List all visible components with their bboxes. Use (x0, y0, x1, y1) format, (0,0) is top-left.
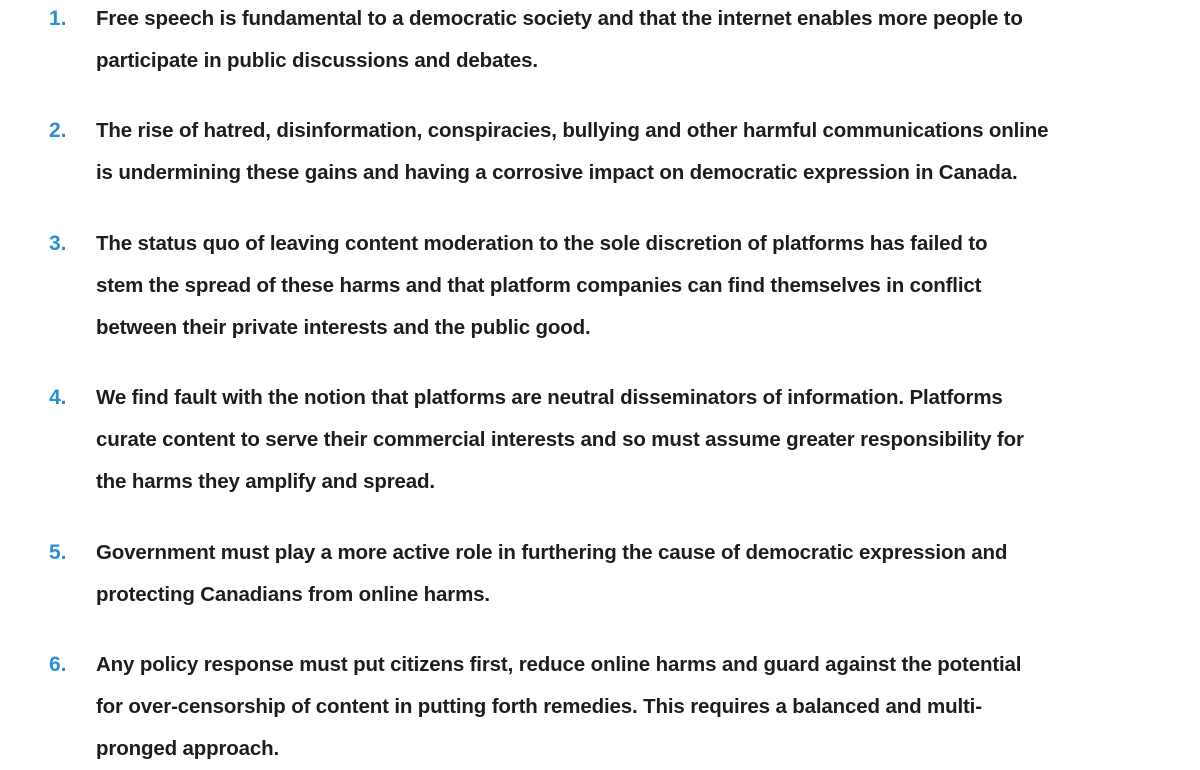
list-item-number: 6. (49, 653, 67, 676)
text-line: Free speech is fundamental to a democratic society and that the internet enables more people to (96, 7, 1023, 30)
text-line: pronged approach. (96, 737, 280, 760)
list-item-number: 5. (49, 541, 67, 564)
text-line: protecting Canadians from online harms. (96, 583, 490, 606)
text-line: The rise of hatred, disinformation, conspiracies, bullying and other harmful communications online (96, 119, 1049, 142)
text-line: the harms they amplify and spread. (96, 470, 435, 493)
list-item-number: 1. (49, 7, 67, 30)
list-item-text (96, 377, 1186, 503)
text-line: stem the spread of these harms and that platform companies can find themselves in conflict (96, 274, 982, 297)
text-line: Any policy response must put citizens first, reduce online harms and guard against the potential (96, 653, 1022, 676)
text-line: We find fault with the notion that platforms are neutral disseminators of information. Platforms (96, 386, 1003, 409)
list-item-text (96, 532, 1186, 616)
text-line: between their private interests and the public good. (96, 316, 591, 339)
list-item-text (96, 0, 1186, 82)
text-line: participate in public discussions and debates. (96, 49, 538, 72)
text-line: is undermining these gains and having a corrosive impact on democratic expression in Canada. (96, 161, 1018, 184)
list-item-text (96, 644, 1186, 770)
text-line: curate content to serve their commercial interests and so must assume greater responsibility for (96, 428, 1024, 451)
list-item-text (96, 110, 1186, 194)
list-item-number: 3. (49, 232, 67, 255)
list-item-number: 2. (49, 119, 67, 142)
text-line: for over-censorship of content in putting forth remedies. This requires a balanced and multi- (96, 695, 982, 718)
list-item-text (96, 223, 1186, 349)
text-line: Government must play a more active role in furthering the cause of democratic expression and (96, 541, 1008, 564)
text-line: The status quo of leaving content moderation to the sole discretion of platforms has failed to (96, 232, 988, 255)
list-item-number: 4. (49, 386, 67, 409)
